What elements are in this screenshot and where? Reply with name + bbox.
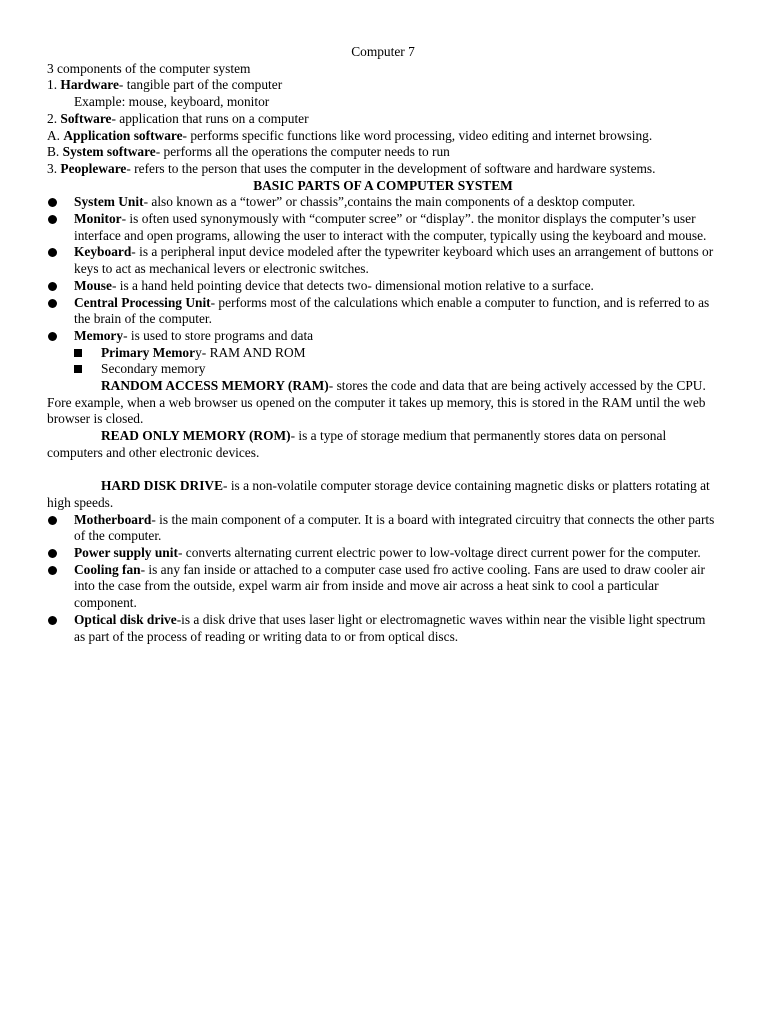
bullet-icon <box>48 566 57 575</box>
square-bullet-icon <box>74 365 82 373</box>
hdd-paragraph: HARD DISK DRIVE- is a non-volatile computer storage device containing magnetic disks or platters rotating at high speeds. <box>47 478 710 510</box>
list-item: Power supply unit- converts alternating current electric power to low-voltage direct current power for the computer. <box>47 545 719 562</box>
square-bullet-icon <box>74 349 82 357</box>
bullet-icon <box>48 299 57 308</box>
intro-item-system-software: B. System software- performs all the operations the computer needs to run <box>47 144 450 160</box>
list-item: Keyboard- is a peripheral input device modeled after the typewriter keyboard which uses an arrangement of buttons or keys to act as mechanical levers or electronic switches. <box>47 244 719 277</box>
intro-item-software: 2. Software- application that runs on a computer <box>47 110 309 126</box>
intro-heading: 3 components of the computer system <box>47 60 251 76</box>
list-item: System Unit- also known as a “tower” or chassis”,contains the main components of a desktop computer. <box>47 194 719 211</box>
hardware-example: Example: mouse, keyboard, monitor <box>74 94 270 110</box>
rom-paragraph: READ ONLY MEMORY (ROM)- is a type of storage medium that permanently stores data on personal computers and other electronic devices. <box>47 428 667 460</box>
memory-sublist <box>47 345 719 378</box>
bullet-icon <box>48 248 57 257</box>
bullet-icon <box>48 516 57 525</box>
ram-paragraph: RANDOM ACCESS MEMORY (RAM)- stores the code and data that are being actively accessed by the CPU. Fore example, when a web browser us opened on the computer it takes up memory, this is stored in the RAM until the web browser is closed. <box>47 378 706 427</box>
basic-parts-list <box>47 194 719 344</box>
more-parts-list <box>47 512 719 646</box>
bullet-icon <box>48 282 57 291</box>
intro-item-application-software: A. Application software- performs specific functions like word processing, video editing and internet browsing. <box>47 127 653 143</box>
term-software: Software <box>60 110 112 126</box>
sublist-item-secondary: Secondary memory <box>47 361 719 378</box>
document-title: Computer 7 <box>351 44 415 59</box>
bullet-icon <box>48 616 57 625</box>
term-system-software: System software <box>62 144 156 160</box>
term-application-software: Application software <box>63 127 183 143</box>
section-heading: BASIC PARTS OF A COMPUTER SYSTEM <box>253 177 513 193</box>
document-body <box>47 44 719 645</box>
intro-item-hardware: 1. Hardware- tangible part of the computer <box>47 77 283 93</box>
bullet-icon <box>48 549 57 558</box>
list-item: Memory- is used to store programs and data <box>47 328 719 345</box>
bullet-icon <box>48 215 57 224</box>
bullet-icon <box>48 198 57 207</box>
list-item: Motherboard- is the main component of a computer. It is a board with integrated circuitry that connects the other parts of the computer. <box>47 512 719 545</box>
blank-line <box>47 462 719 479</box>
list-item: Central Processing Unit- performs most of the calculations which enable a computer to function, and is referred to as the brain of the computer. <box>47 295 719 328</box>
list-item: Cooling fan- is any fan inside or attached to a computer case used fro active cooling. Fans are used to draw cooler air into the case from the outside, expel warm air from inside and move air across a heat sink to cool a particular component. <box>47 562 719 612</box>
bullet-icon <box>48 332 57 341</box>
list-item: Monitor- is often used synonymously with “computer scree” or “display”. the monitor displays the computer’s user interface and open programs, allowing the user to interact with the computer, typically using the keyboard and mouse. <box>47 211 719 244</box>
intro-item-peopleware: 3. Peopleware- refers to the person that uses the computer in the development of software and hardware systems. <box>47 160 656 176</box>
term-peopleware: Peopleware <box>60 160 127 176</box>
term-hardware: Hardware <box>60 77 119 93</box>
list-item: Mouse- is a hand held pointing device that detects two- dimensional motion relative to a surface. <box>47 278 719 295</box>
sublist-item-primary: Primary Memory- RAM AND ROM <box>47 345 719 362</box>
list-item: Optical disk drive-is a disk drive that uses laser light or electromagnetic waves within near the visible light spectrum as part of the process of reading or writing data to or from optical discs. <box>47 612 719 645</box>
